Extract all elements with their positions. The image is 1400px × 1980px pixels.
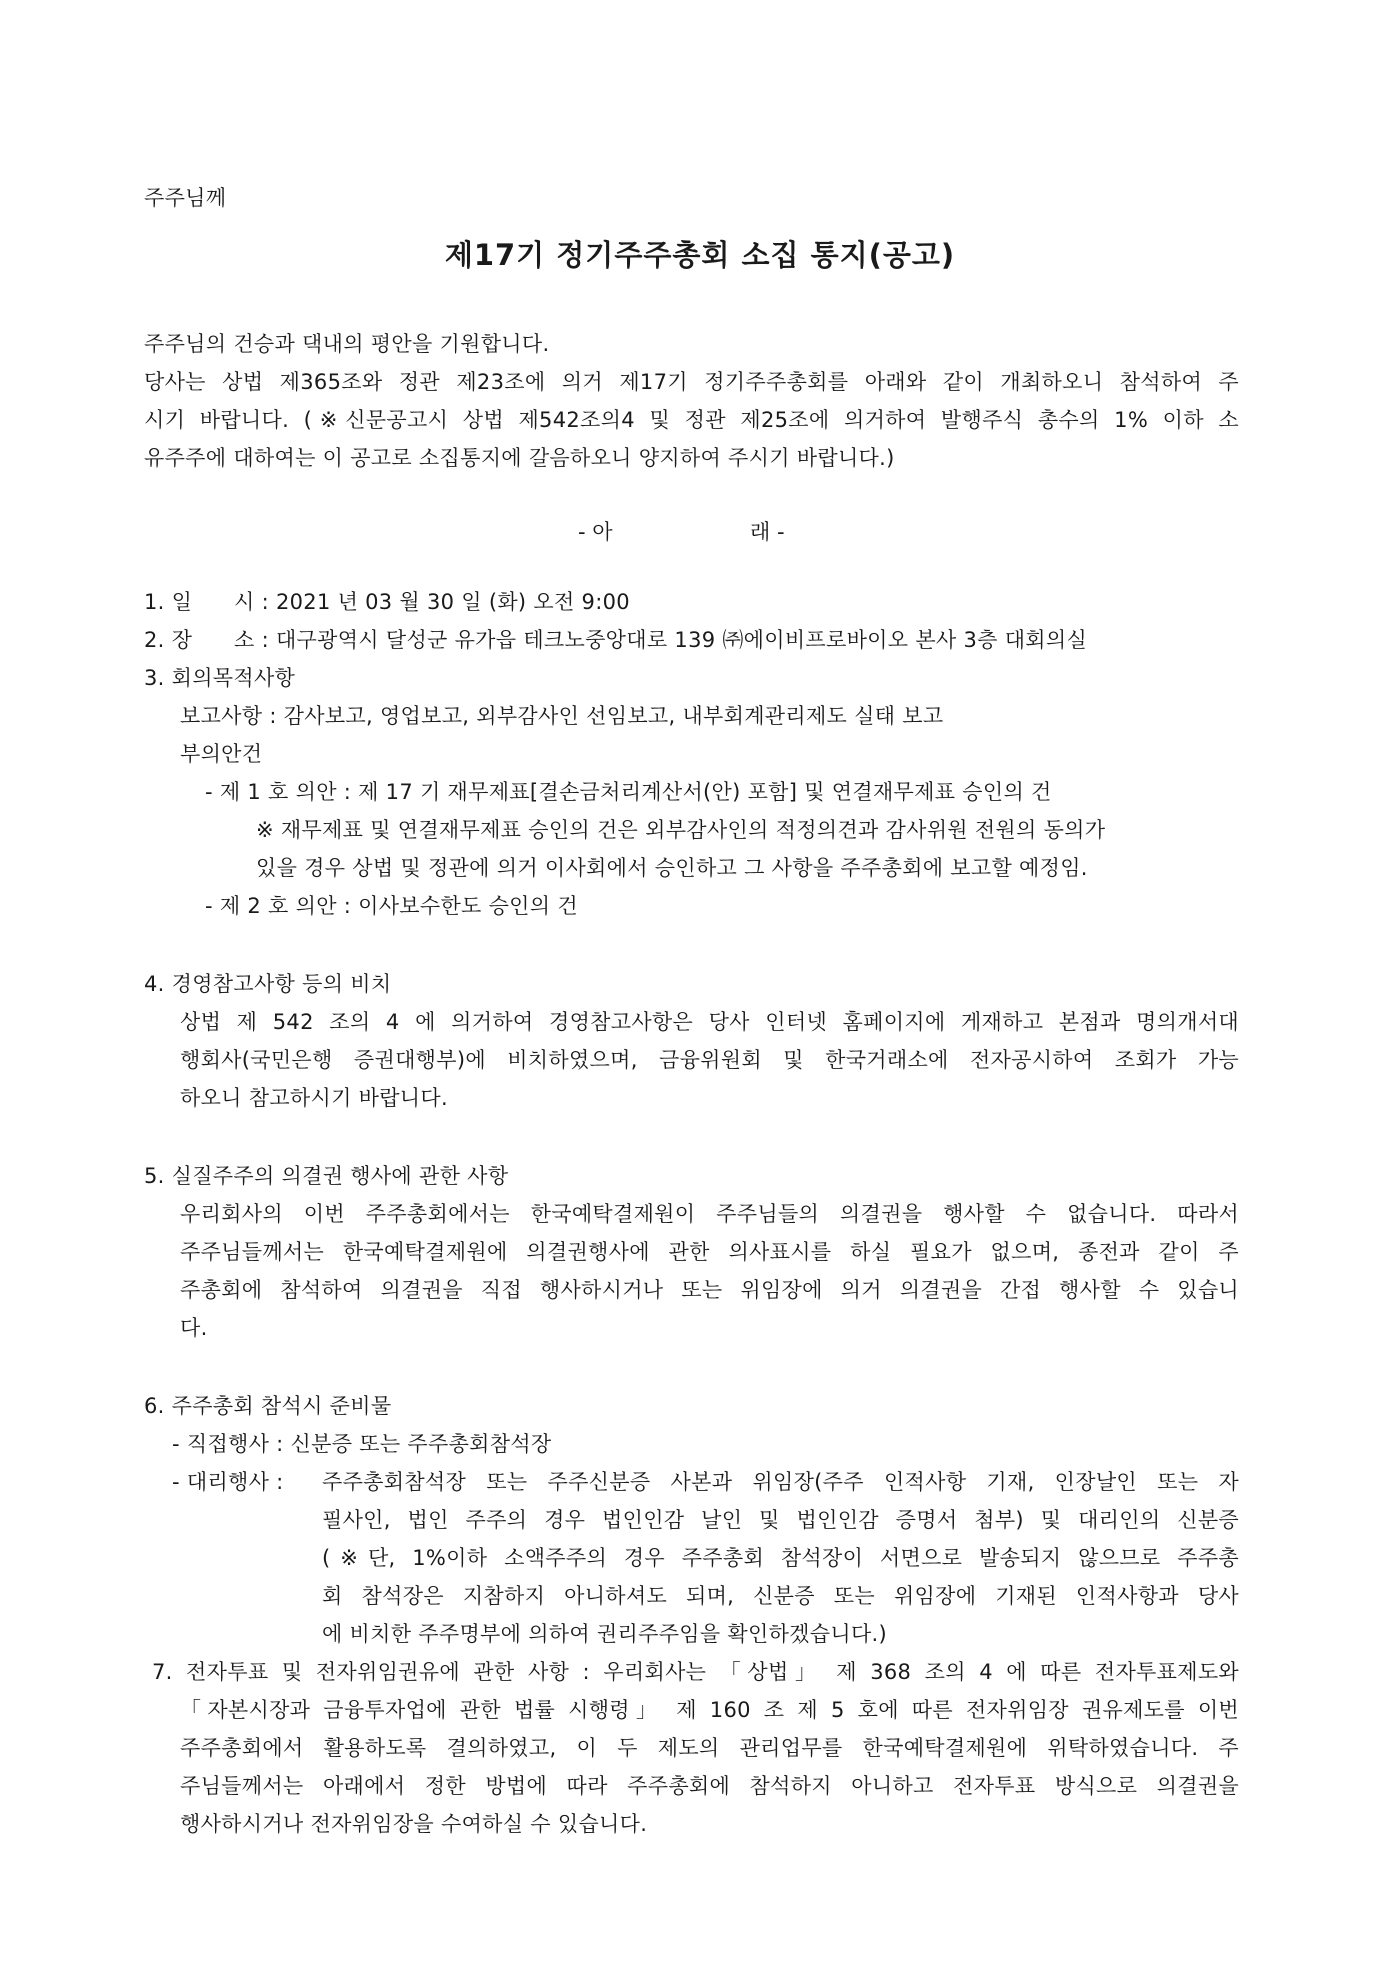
- proxy-line: 에 비치한 주주명부에 의하여 권리주주임을 확인하겠습니다.): [322, 1622, 887, 1646]
- agenda-heading: 부의안건: [180, 742, 263, 766]
- proxy-line: 주주총회참석장 또는 주주신분증 사본과 위임장(주주 인적사항 기재, 인장날인 또는 자: [322, 1470, 1239, 1494]
- report-items: 보고사항 : 감사보고, 영업보고, 외부감사인 선임보고, 내부회계관리제도 실태 보고: [180, 704, 944, 728]
- item-place: 2. 장 소 : 대구광역시 달성군 유가읍 테크노중앙대로 139 ㈜에이비프로바이오 본사 3층 대회의실: [144, 628, 1088, 652]
- item4-heading: 4. 경영참고사항 등의 비치: [144, 972, 392, 996]
- proxy-line: (※단, 1%이하 소액주주의 경우 주주총회 참석장이 서면으로 발송되지 않으므로 주주총: [322, 1546, 1239, 1570]
- proxy-exercise-label: - 대리행사 :: [172, 1470, 291, 1494]
- below-marker-left: - 아: [578, 520, 613, 544]
- item4-line: 하오니 참고하시기 바랍니다.: [180, 1086, 448, 1110]
- direct-exercise: - 직접행사 : 신분증 또는 주주총회참석장: [172, 1432, 552, 1456]
- item4-line: 상법 제 542 조의 4 에 의거하여 경영참고사항은 당사 인터넷 홈페이지에 게재하고 본점과 명의개서대: [180, 1010, 1239, 1034]
- below-marker-right: 래 -: [750, 520, 785, 544]
- agenda-note: 있을 경우 상법 및 정관에 의거 이사회에서 승인하고 그 사항을 주주총회에 보고할 예정임.: [256, 856, 1088, 880]
- agenda-item-1: - 제 1 호 의안 : 제 17 기 재무제표[결손금처리계산서(안) 포함] 및 연결재무제표 승인의 건: [205, 780, 1052, 804]
- agenda-item-2: - 제 2 호 의안 : 이사보수한도 승인의 건: [205, 894, 578, 918]
- item-date: 1. 일 시 : 2021 년 03 월 30 일 (화) 오전 9:00: [144, 590, 630, 614]
- item7-line: 주님들께서는 아래에서 정한 방법에 따라 주주총회에 참석하지 아니하고 전자투표 방식으로 의결권을: [180, 1774, 1239, 1798]
- item7-line: 행사하시거나 전자위임장을 수여하실 수 있습니다.: [180, 1812, 648, 1836]
- item5-line: 주총회에 참석하여 의결권을 직접 행사하시거나 또는 위임장에 의거 의결권을 간접 행사할 수 있습니: [180, 1278, 1239, 1302]
- item3-heading: 3. 회의목적사항: [144, 666, 296, 690]
- item4-line: 행회사(국민은행 증권대행부)에 비치하였으며, 금융위원회 및 한국거래소에 전자공시하여 조회가 가능: [180, 1048, 1239, 1072]
- intro-line: 주주님의 건승과 댁내의 평안을 기원합니다.: [144, 332, 550, 356]
- item7-line: 7. 전자투표 및 전자위임권유에 관한 사항 : 우리회사는 「상법」 제 368 조의 4 에 따른 전자투표제도와: [152, 1660, 1239, 1684]
- item7-line: 주주총회에서 활용하도록 결의하였고, 이 두 제도의 관리업무를 한국예탁결제원에 위탁하였습니다. 주: [180, 1736, 1239, 1760]
- item6-heading: 6. 주주총회 참석시 준비물: [144, 1394, 392, 1418]
- proxy-line: 필사인, 법인 주주의 경우 법인인감 날인 및 법인인감 증명서 첨부) 및 대리인의 신분증: [322, 1508, 1239, 1532]
- salutation: 주주님께: [144, 186, 227, 210]
- proxy-line: 회 참석장은 지참하지 아니하셔도 되며, 신분증 또는 위임장에 기재된 인적사항과 당사: [322, 1584, 1239, 1608]
- intro-line: 시기 바랍니다. (※신문공고시 상법 제542조의4 및 정관 제25조에 의거하여 발행주식 총수의 1% 이하 소: [144, 408, 1239, 432]
- intro-line: 유주주에 대하여는 이 공고로 소집통지에 갈음하오니 양지하여 주시기 바랍니다.): [144, 446, 895, 470]
- agenda-note: ※ 재무제표 및 연결재무제표 승인의 건은 외부감사인의 적정의견과 감사위원 전원의 동의가: [256, 818, 1106, 842]
- item7-line: 「자본시장과 금융투자업에 관한 법률 시행령」 제 160 조 제 5 호에 따른 전자위임장 권유제도를 이번: [180, 1698, 1239, 1722]
- item5-line: 우리회사의 이번 주주총회에서는 한국예탁결제원이 주주님들의 의결권을 행사할 수 없습니다. 따라서: [180, 1202, 1239, 1226]
- intro-line: 당사는 상법 제365조와 정관 제23조에 의거 제17기 정기주주총회를 아래와 같이 개최하오니 참석하여 주: [144, 370, 1239, 394]
- item5-heading: 5. 실질주주의 의결권 행사에 관한 사항: [144, 1164, 509, 1188]
- item5-line: 다.: [180, 1316, 208, 1340]
- notice-title: 제17기 정기주주총회 소집 통지(공고): [444, 238, 956, 272]
- item5-line: 주주님들께서는 한국예탁결제원에 의결권행사에 관한 의사표시를 하실 필요가 없으며, 종전과 같이 주: [180, 1240, 1239, 1264]
